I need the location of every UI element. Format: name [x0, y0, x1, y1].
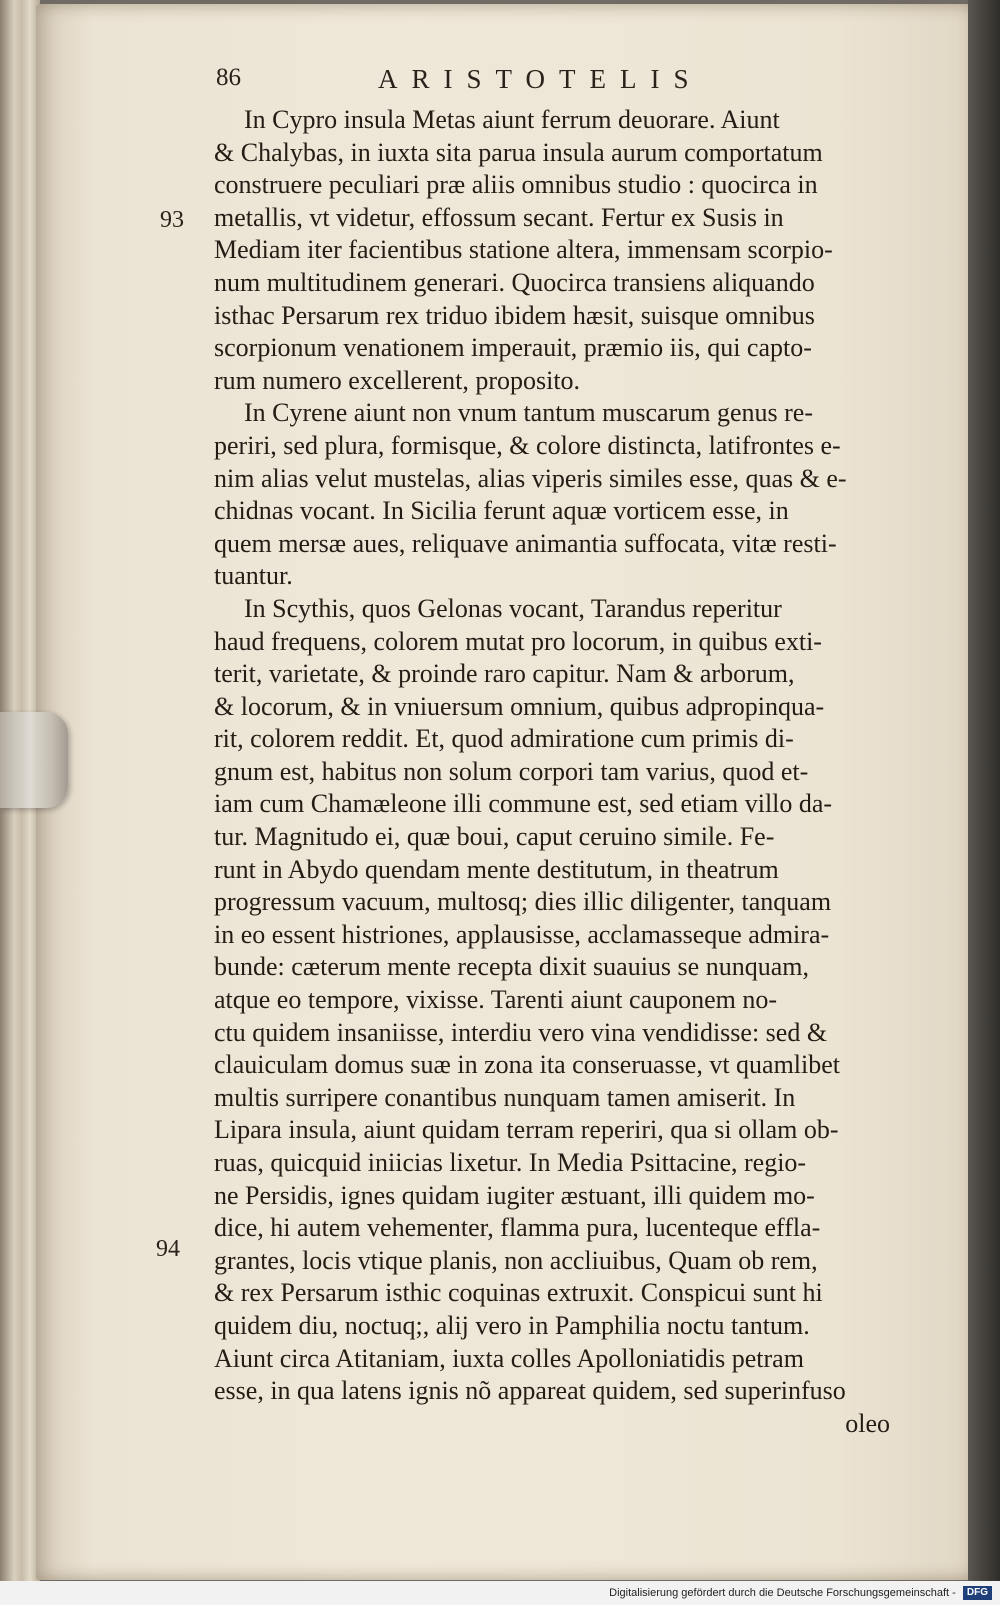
running-title: ARISTOTELIS — [378, 64, 703, 94]
text-line: rit, colorem reddit. Et, quod admiratione cum primis di- — [214, 724, 794, 754]
text-line: tur. Magnitudo ei, quæ boui, caput ceruino simile. Fe- — [214, 822, 775, 852]
text-line: quidem diu, noctuq;, alij vero in Pamphilia noctu tantum. — [214, 1310, 810, 1340]
text-line: haud frequens, colorem mutat pro locorum, in quibus exti- — [214, 626, 822, 656]
text-line: quem mersæ aues, reliquave animantia suffocata, vitæ resti- — [214, 528, 837, 558]
paragraph-cyprus — [214, 104, 904, 397]
text-line: ruas, quicquid iniicias lixetur. In Media Psittacine, regio- — [214, 1148, 807, 1177]
text-line: & locorum, & in vniuersum omnium, quibus adpropinqua- — [214, 691, 825, 721]
text-line: In Cypro insula Metas aiunt ferrum deuorare. Aiunt — [244, 105, 780, 134]
text-line: Aiunt circa Atitaniam, iuxta colles Apolloniatidis petram — [214, 1343, 804, 1373]
text-line: Lipara insula, aiunt quidam terram reperiri, qua si ollam ob- — [214, 1115, 839, 1145]
text-body — [214, 104, 904, 1440]
page-gutter-shadow — [968, 0, 1000, 1605]
text-line: grantes, locis vtique planis, non accliuibus, Quam ob rem, — [214, 1245, 818, 1275]
page-header — [216, 64, 896, 104]
text-line: construere peculiari præ aliis omnibus studio : quocirca in — [214, 170, 818, 200]
catchword: oleo — [845, 1408, 890, 1438]
paragraph-cyrene — [214, 397, 904, 593]
text-line: terit, varietate, & proinde raro capitur. Nam & arborum, — [214, 659, 795, 689]
text-line: num multitudinem generari. Quocirca transiens aliquando — [214, 267, 815, 297]
text-line: tuantur. — [214, 561, 293, 591]
page-clip — [0, 712, 68, 808]
text-line: clauiculam domus suæ in zona ita conseruasse, vt quamlibet — [214, 1050, 841, 1080]
text-line: multis surripere conantibus nunquam tamen amiserit. In — [214, 1082, 796, 1112]
text-line: bunde: cæterum mente recepta dixit suauius se nunquam, — [214, 952, 809, 982]
text-line: ne Persidis, ignes quidam iugiter æstuant, illi quidem mo- — [214, 1180, 815, 1210]
text-line: scorpionum venationem imperauit, præmio iis, qui capto- — [214, 333, 812, 363]
text-line: runt in Abydo quendam mente destitutum, in theatrum — [214, 854, 779, 884]
text-line: In Scythis, quos Gelonas vocant, Tarandus reperitur — [244, 593, 782, 623]
digitization-footer — [0, 1581, 1000, 1605]
margin-note-94: 94 — [156, 1236, 180, 1262]
text-line: & Chalybas, in iuxta sita parua insula aurum comportatum — [214, 137, 823, 167]
text-line: chidnas vocant. In Sicilia ferunt aquæ vorticem esse, in — [214, 496, 789, 526]
footer-credit: Digitalisierung gefördert durch die Deutsche Forschungsgemeinschaft - — [609, 1587, 956, 1599]
text-line: in eo essent histriones, applausisse, acclamasseque admira- — [214, 919, 830, 949]
text-line: esse, in qua latens ignis nõ appareat quidem, sed superinfuso — [214, 1376, 846, 1406]
text-line: dice, hi autem vehementer, flamma pura, lucenteque effla- — [214, 1213, 821, 1243]
text-line: atque eo tempore, vixisse. Tarenti aiunt cauponem no- — [214, 985, 778, 1015]
text-line: Mediam iter facientibus statione altera, immensam scorpio- — [214, 235, 833, 265]
text-line: isthac Persarum rex triduo ibidem hæsit, suisque omnibus — [214, 300, 815, 330]
text-line: ctu quidem insaniisse, interdiu vero vina vendidisse: sed & — [214, 1017, 828, 1047]
text-line: iam cum Chamæleone illi commune est, sed etiam villo da- — [214, 789, 833, 819]
text-line: metallis, vt videtur, effossum secant. Fertur ex Susis in — [214, 202, 784, 232]
text-line: In Cyrene aiunt non vnum tantum muscarum genus re- — [244, 398, 813, 428]
text-line: gnum est, habitus non solum corpori tam varius, quod et- — [214, 756, 809, 786]
margin-note-93: 93 — [160, 207, 184, 233]
text-line: rum numero excellerent, proposito. — [214, 365, 581, 395]
text-line: nim alias velut mustelas, alias viperis similes esse, quas & e- — [214, 463, 847, 493]
text-line: & rex Persarum isthic coquinas extruxit. Conspicui sunt hi — [214, 1278, 823, 1308]
page-number: 86 — [216, 64, 241, 91]
paragraph-scythis — [214, 593, 904, 1408]
text-line: progressum vacuum, multosq; dies illic diligenter, tanquam — [214, 887, 832, 917]
dfg-logo-icon: DFG — [963, 1586, 992, 1600]
text-line: periri, sed plura, formisque, & colore distincta, latifrontes e- — [214, 430, 841, 460]
